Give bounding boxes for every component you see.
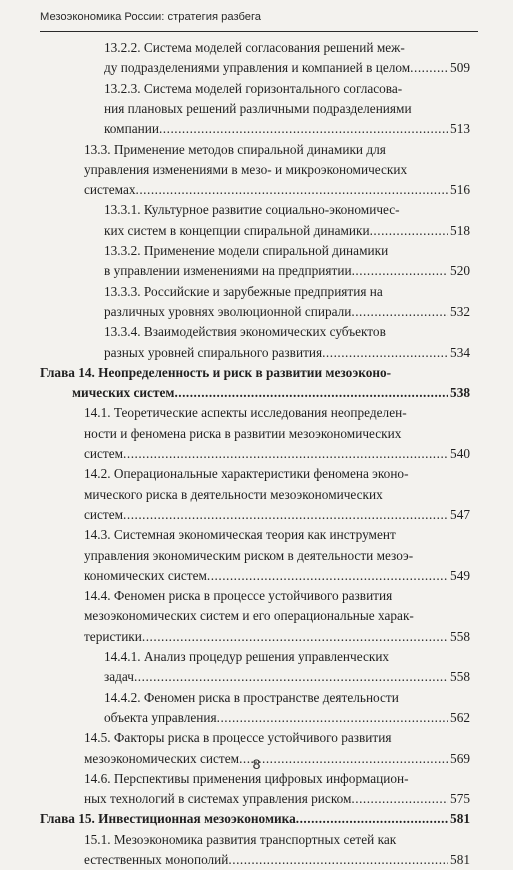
dot-leader [123,505,448,525]
toc-entry-line: 14.4. Феномен риска в процессе устойчивого развития [84,588,393,604]
toc-page-number: 534 [450,344,470,360]
toc-entry-leader-line [84,180,470,200]
toc-entry-leader-line [104,667,470,687]
toc-entry-line: 13.3.4. Взаимодействия экономических субъектов [104,324,386,340]
dot-leader [370,221,448,241]
toc-page-number: 558 [450,669,470,685]
toc-page-number: 516 [450,182,470,198]
dot-leader [174,383,448,403]
toc-page-number: 509 [450,60,470,76]
toc-entry-leader-line [104,708,470,728]
toc-entry-line: управления экономическим риском в деятельности мезоэ- [84,547,414,563]
dot-leader [159,119,448,139]
toc-entry-leader-line [104,261,470,281]
toc-entry-line: 13.2.2. Система моделей согласования решений меж- [104,40,405,55]
toc-entry-line: 13.3.2. Применение модели спиральной динамики [104,243,389,258]
toc-page-number: 569 [450,750,470,766]
dot-leader [142,627,448,647]
dot-leader [410,58,448,78]
toc-page-number: 581 [450,811,470,827]
toc-entry-line: Глава 14. Неопределенность и риск в развитии мезоэконо- [40,364,392,380]
dot-leader [351,789,448,809]
toc-page-number: 538 [450,385,470,401]
toc-entry-title: кономических систем [84,567,207,583]
page-number: 8 [252,756,261,772]
toc-entry-leader-line [104,221,470,241]
toc-entry-title: ких систем в концепции спиральной динамики [104,222,370,238]
toc-entry-title: в управлении изменениями на предприятии [104,263,352,279]
toc-entry-title: ду подразделениями управления и компанией в целом [104,60,411,76]
toc-entry-leader-line [72,383,470,403]
dot-leader [352,261,448,281]
toc-page-number: 513 [450,121,470,137]
toc-entry-line: ности и феномена риска в развитии мезоэкономических [84,425,402,441]
toc-page-number: 581 [450,852,470,867]
dot-leader [351,302,448,322]
toc-entry-leader-line [40,809,470,829]
toc-entry-title: естественных монополий [84,852,229,867]
toc-entry-line: 14.4.1. Анализ процедур решения управленческих [104,649,390,664]
toc-entry-title: мезоэкономических систем [84,750,240,766]
toc-page-number: 558 [450,628,470,644]
toc-entry-leader-line [104,343,470,363]
dot-leader [123,444,448,464]
toc-entry-leader-line [84,789,470,809]
toc-entry-line: 13.3.3. Российские и зарубежные предприятия на [104,283,383,299]
toc-entry-line: 14.6. Перспективы применения цифровых информацион- [84,770,409,786]
toc-entry-leader-line [104,302,470,322]
toc-entry-leader-line [84,505,470,525]
toc-entry-title: теристики [84,628,142,644]
header-title: Мезоэкономика России: стратегия разбега [40,11,262,23]
toc-entry-line: 13.2.3. Система моделей горизонтального согласова- [104,80,403,96]
toc-page-number: 549 [450,567,470,583]
dot-leader [217,708,448,728]
toc-entry-leader-line [84,444,470,464]
toc-entry-title: Глава 15. Инвестиционная мезоэкономика [40,811,296,827]
toc-entry-line: 14.1. Теоретические аспекты исследования неопределен- [84,405,407,421]
toc-page-number: 540 [450,446,470,461]
toc-page-number: 547 [450,506,470,522]
dot-leader [296,809,448,829]
dot-leader [322,343,448,363]
toc-entry-line: 13.3.1. Культурное развитие социально-экономичес- [104,202,400,218]
toc-entry-line: 14.5. Факторы риска в процессе устойчивого развития [84,730,392,746]
dot-leader [228,850,448,870]
toc-entry-title: системах [84,182,136,198]
toc-entry-line: управления изменениями в мезо- и микроэкономических [84,161,408,177]
toc-entry-line: 15.1. Мезоэкономика развития транспортных сетей как [84,831,397,847]
toc-page-number: 518 [450,222,470,238]
toc-entry-line: 14.3. Системная экономическая теория как инструмент [84,527,396,543]
toc-entry-line: мического риска в деятельности мезоэкономических [84,486,383,502]
toc-entry-title: объекта управления [104,709,217,725]
toc-entry-line: 14.4.2. Феномен риска в пространстве деятельности [104,689,399,705]
toc-entry-title: различных уровнях эволюционной спирали [104,303,352,319]
toc-entry-leader-line [104,58,470,78]
toc-entry-title: мических систем [72,385,175,401]
dot-leader [207,566,448,586]
toc-entry-title: задач [104,669,134,685]
dot-leader [136,180,449,200]
toc-entry-line: ния плановых решений различными подразделениями [104,100,412,116]
toc-entry-title: систем [84,506,124,522]
dot-leader [134,667,448,687]
toc-entry-title: компании [104,121,159,137]
toc-entry-line: 13.3. Применение методов спиральной динамики для [84,141,386,157]
toc-entry-leader-line [84,627,470,647]
toc-page-number: 562 [450,709,470,725]
toc-entry-leader-line [104,119,470,139]
toc-entry-title: систем [84,446,124,461]
toc-entry-title: ных технологий в системах управления риском [84,791,352,807]
toc-page-number: 532 [450,303,470,319]
toc-page-number: 575 [450,791,470,807]
toc-entry-line: 14.2. Операциональные характеристики феномена эконо- [84,466,409,482]
toc-entry-leader-line [84,850,470,870]
running-header [0,0,513,34]
toc-entry-title: разных уровней спирального развития [104,344,323,360]
toc-entry-line: мезоэкономических систем и его операциональные харак- [84,608,414,624]
toc-page-number: 520 [450,263,470,279]
header-rule [40,31,478,32]
toc-entry-leader-line [84,566,470,586]
